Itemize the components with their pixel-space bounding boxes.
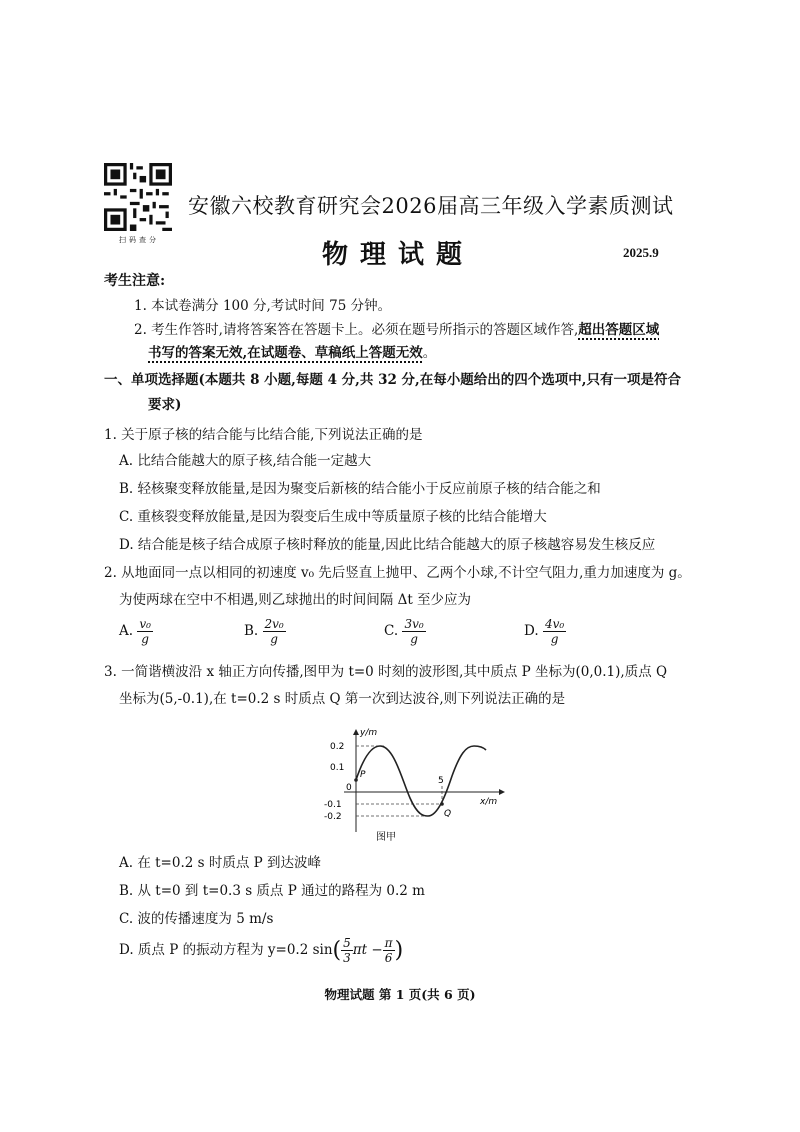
notice-item-1: 1. 本试卷满分 100 分,考试时间 75 分钟。 <box>134 298 392 314</box>
q2-option-a-denominator: g <box>141 632 149 646</box>
page-footer: 物理试题 第 1 页(共 6 页) <box>324 987 476 1002</box>
q2-option-d <box>524 617 566 646</box>
q3-d-pi-t: πt − <box>352 942 383 958</box>
q1-option-b: B. 轻核聚变释放能量,是因为聚变后新核的结合能小于反应前原子核的结合能之和 <box>119 481 601 497</box>
q3-d-frac-denominator: 3 <box>343 951 351 965</box>
y-tick-neg-0.2: -0.2 <box>324 812 342 822</box>
subject-title: 物理试题 <box>322 240 475 270</box>
q2-option-b <box>244 617 286 646</box>
q3-d-frac2-denominator: 6 <box>384 951 393 965</box>
q2-stem-line-1: 2. 从地面同一点以相同的初速度 v₀ 先后竖直上抛甲、乙两个小球,不计空气阻力,重力加速度为 g。 <box>104 565 691 581</box>
point-q-label: Q <box>444 809 452 819</box>
section-heading-line-2: 要求) <box>148 397 182 413</box>
q2-option-b-numerator: 2v₀ <box>264 617 284 631</box>
x-axis-label: x/m <box>480 797 498 807</box>
q3-option-d-prefix: D. 质点 P 的振动方程为 y=0.2 sin <box>119 942 333 958</box>
q3-option-d: D. 质点 P 的振动方程为 y=0.2 sin( $\frac{5}{3}$ πt − $\frac{\pi}{6}$ ) <box>119 936 404 965</box>
q2-option-d-denominator: g <box>550 632 559 646</box>
q1-option-d: D. 结合能是核子结合成原子核时释放的能量,因此比结合能越大的原子核越容易发生核反应 <box>119 537 656 553</box>
wave-figure <box>314 724 514 844</box>
y-axis-label: y/m <box>360 728 378 738</box>
notice-item-2-end: 。 <box>422 345 437 361</box>
qr-code-icon <box>104 163 172 231</box>
q3-option-b: B. 从 t=0 到 t=0.3 s 质点 P 通过的路程为 0.2 m <box>119 883 425 899</box>
figure-caption: 图甲 <box>376 832 396 843</box>
notice-item-2-line-2 <box>148 341 436 361</box>
q2-option-c-denominator: g <box>410 632 418 646</box>
q1-option-a: A. 比结合能越大的原子核,结合能一定越大 <box>119 453 372 469</box>
point-p <box>354 778 358 782</box>
q1-stem: 1. 关于原子核的结合能与比结合能,下列说法正确的是 <box>104 427 423 443</box>
wave-curve <box>356 746 486 816</box>
point-p-label: P <box>360 770 366 780</box>
notice-item-2-line-1 <box>134 318 659 338</box>
q3-option-c: C. 波的传播速度为 5 m/s <box>119 911 274 927</box>
q3-option-a: A. 在 t=0.2 s 时质点 P 到达波峰 <box>119 855 322 871</box>
point-q <box>440 802 444 806</box>
qr-caption: 扫码查分 <box>119 236 159 244</box>
exam-date: 2025.9 <box>623 245 659 260</box>
q2-option-c-numerator: 3v₀ <box>404 617 424 631</box>
q2-option-a <box>119 617 153 646</box>
y-tick-0.2: 0.2 <box>330 742 345 752</box>
q1-option-c: C. 重核裂变释放能量,是因为裂变后生成中等质量原子核的比结合能增大 <box>119 509 547 525</box>
origin-label: 0 <box>346 783 352 793</box>
q2-option-c <box>384 617 426 646</box>
q2-option-a-numerator: v₀ <box>139 617 151 631</box>
q2-option-a-label: A. <box>119 623 134 639</box>
q2-option-b-denominator: g <box>270 632 278 646</box>
q2-option-b-label: B. <box>244 623 259 639</box>
q3-stem-line-1: 3. 一简谐横波沿 x 轴正方向传播,图甲为 t=0 时刻的波形图,其中质点 P 坐标为(0,0.1),质点 Q <box>104 664 668 680</box>
notice-item-2-emphasis-2: 书写的答案无效,在试题卷、草稿纸上答题无效 <box>148 345 423 361</box>
q2-stem-line-2: 为使两球在空中不相遇,则乙球抛出的时间间隔 Δt 至少应为 <box>119 592 472 608</box>
q3-d-frac2-numerator: π <box>384 936 393 950</box>
section-heading-line-1: 一、单项选择题(本题共 8 小题,每题 4 分,共 32 分,在每小题给出的四个选项中,只有一项是符合 <box>104 372 681 388</box>
institution-title: 安徽六校教育研究会2026届高三年级入学素质测试 <box>188 194 674 218</box>
q2-option-d-label: D. <box>524 623 539 639</box>
notice-item-2-emphasis-1: 超出答题区域 <box>578 322 660 338</box>
q2-option-c-label: C. <box>384 623 399 639</box>
notice-heading: 考生注意: <box>104 273 166 289</box>
x-tick-5: 5 <box>438 776 444 786</box>
q3-stem-line-2: 坐标为(5,-0.1),在 t=0.2 s 时质点 Q 第一次到达波谷,则下列说法正确的是 <box>119 691 566 707</box>
y-tick-0.1: 0.1 <box>330 763 345 773</box>
y-tick-neg-0.1: -0.1 <box>324 800 342 810</box>
notice-item-2-text: 2. 考生作答时,请将答案答在答题卡上。必须在题号所指示的答题区域作答, <box>134 322 579 338</box>
q2-option-d-numerator: 4v₀ <box>544 617 565 631</box>
q3-d-frac-numerator: 5 <box>343 936 351 950</box>
